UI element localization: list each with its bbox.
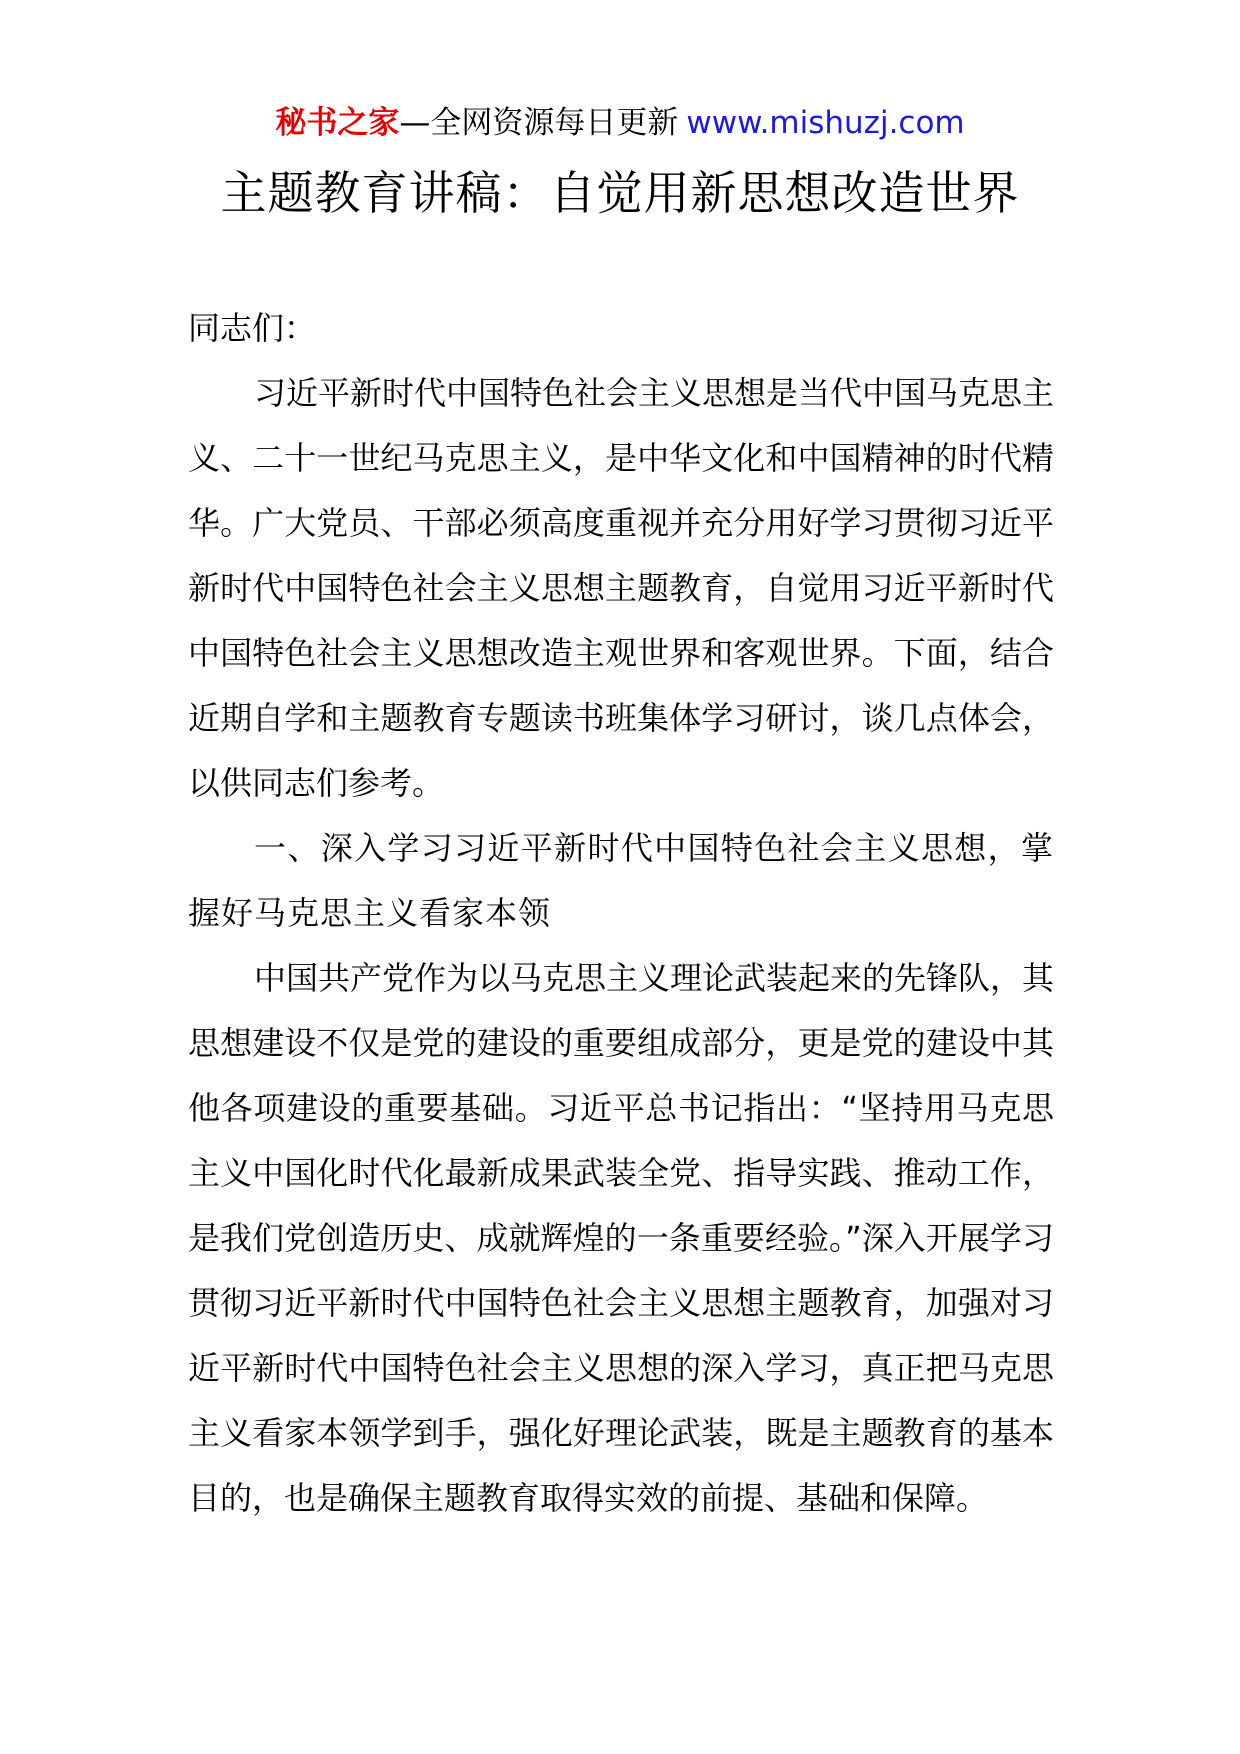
site-url-link[interactable]: www.mishuzj.com <box>686 105 965 141</box>
body-paragraph-intro: 习近平新时代中国特色社会主义思想是当代中国马克思主义、二十一世纪马克思主义，是中华文化和中国精神的时代精华。广大党员、干部必须高度重视并充分用好学习贯彻习近平新时代中国特色社会主义思想主题教育，自觉用习近平新时代中国特色社会主义思想改造主观世界和客观世界。下面，结合近期自学和主题教育专题读书班集体学习研讨，谈几点体会，以供同志们参考。 <box>188 374 1055 802</box>
document-body <box>188 296 1054 1531</box>
salutation: 同志们： <box>188 309 317 347</box>
site-header-banner <box>0 100 1240 146</box>
header-tagline: —全网资源每日更新 <box>399 105 679 141</box>
body-paragraph-section-1: 中国共产党作为以马克思主义理论武装起来的先锋队，其思想建设不仅是党的建设的重要组成部分，更是党的建设中其他各项建设的重要基础。习近平总书记指出：“坚持用马克思主义中国化时代化最新成果武装全党、指导实践、推动工作，是我们党创造历史、成就辉煌的一条重要经验。”深入开展学习贯彻习近平新时代中国特色社会主义思想主题教育，加强对习近平新时代中国特色社会主义思想的深入学习，真正把马克思主义看家本领学到手，强化好理论武装，既是主题教育的基本目的，也是确保主题教育取得实效的前提、基础和保障。 <box>188 959 1055 1517</box>
section-heading-1: 一、深入学习习近平新时代中国特色社会主义思想，掌握好马克思主义看家本领 <box>188 829 1054 932</box>
document-title: 主题教育讲稿：自觉用新思想改造世界 <box>220 166 1020 220</box>
brand-name: 秘书之家 <box>275 105 400 141</box>
